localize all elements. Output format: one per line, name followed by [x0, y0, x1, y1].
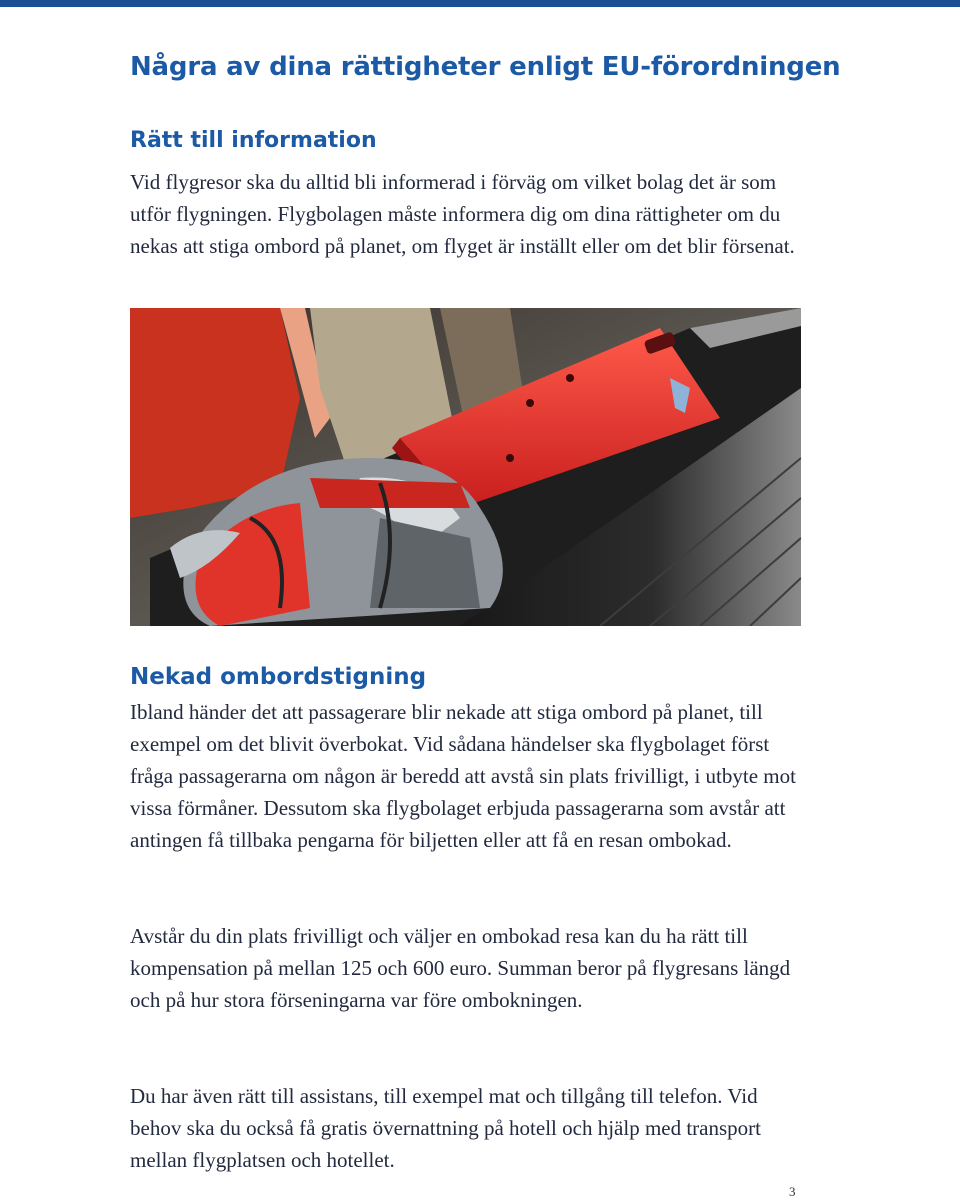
paragraph-information: Vid flygresor ska du alltid bli informerad i förväg om vilket bolag det är som utför flygningen. Flygbolagen måste informera dig om dina rättigheter om du nekas att stiga ombord på planet, om flyget är inställt eller om det blir försenat.	[130, 170, 795, 258]
paragraph-denied-boarding-3: Du har även rätt till assistans, till exempel mat och tillgång till telefon. Vid behov ska du också få gratis övernattning på hotell och hjälp med transport mellan flygplatsen och hotellet.	[130, 1084, 761, 1172]
paragraph-denied-boarding-2: Avstår du din plats frivilligt och väljer en ombokad resa kan du ha rätt till kompensation på mellan 125 och 600 euro. Summan beror på flygresans längd och på hur stora förseningarna var före ombokningen.	[130, 924, 791, 1012]
section-heading-information: Rätt till information	[130, 128, 377, 153]
page-number: 3	[789, 1184, 796, 1199]
page-title: Några av dina rättigheter enligt EU-förordningen	[130, 52, 841, 82]
section-heading-denied-boarding: Nekad ombordstigning	[130, 664, 427, 690]
top-accent-bar	[0, 0, 960, 7]
baggage-carousel-photo	[130, 308, 801, 626]
paragraph-denied-boarding-1: Ibland händer det att passagerare blir nekade att stiga ombord på planet, till exempel om det blivit överbokat. Vid sådana händelser ska flygbolaget först fråga passagerarna om någon är beredd att avstå sin plats frivilligt, i utbyte mot vissa förmåner. Dessutom ska flygbolaget erbjuda passagerarna som avstår att antingen få tillbaka pengarna för biljetten eller att få en resan ombokad.	[130, 700, 796, 852]
